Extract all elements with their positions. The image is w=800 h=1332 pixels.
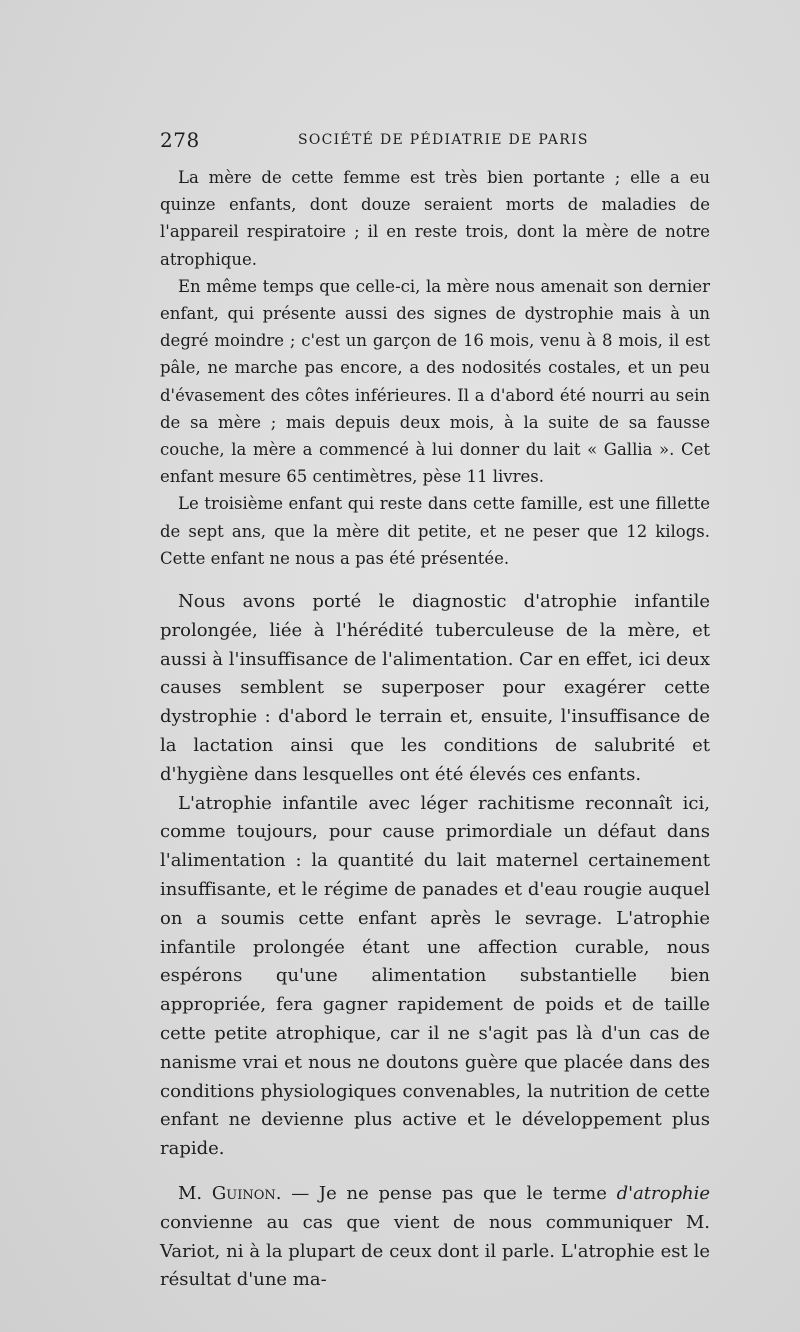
paragraph: En même temps que celle-ci, la mère nous amenait son dernier enfant, qui présente aussi des signes de dystrophie mais à un degré moindre ; c'est un garçon de 16 mois, venu à 8 mois, il est pâle, ne marche pas encore, a des nodosités costales, et un peu d'évasement des côtes inférieures. Il a d'abord été nourri au sein de sa mère ; mais depuis deux mois, à la suite de sa fausse couche, la mère a commencé à lui donner du lait « Gallia ». Cet enfant mesure 65 centimètres, pèse 11 livres. [160,276,710,487]
paragraph: L'atrophie infantile avec léger rachitisme reconnaît ici, comme toujours, pour cause primordiale un défaut dans l'alimentation : la quantité du lait maternel certainement insuffisante, et le régime de panades et d'eau rougie auquel on a soumis cette enfant après le sevrage. L'atrophie infantile prolongée étant une affection curable, nous espérons qu'une alimentation substantielle bien appropriée, fera gagner rapidement de poids et de taille cette petite atrophique, car il ne s'agit pas là d'un cas de nanisme vrai et nous ne doutons guère que placée dans des conditions physiologiques convenables, la nutrition de cette enfant ne devienne plus active et le développement plus rapide. [160,792,710,1160]
paragraph: Le troisième enfant qui reste dans cette famille, est une fillette de sept ans, que la mère dit petite, et ne peser que 12 kilogs. Cette enfant ne nous a pas été présentée. [160,494,710,568]
speaker-name: M. Guinon. [178,1182,282,1204]
paragraph: Nous avons porté le diagnostic d'atrophie infantile prolongée, liée à l'hérédité tuberculeuse de la mère, et aussi à l'insuffisance de l'alimentation. Car en effet, ici deux causes semblent se superposer pour exagérer cette dystrophie : d'abord le terrain et, ensuite, l'insuffisance de la lactation ainsi que les conditions de salubrité et d'hygiène dans lesquelles ont été élevés ces enfants. [160,591,710,785]
paragraph: La mère de cette femme est très bien portante ; elle a eu quinze enfants, dont douze seraient morts de maladies de l'appareil respiratoire ; il en reste trois, dont la mère de notre atrophique. [160,168,710,269]
running-head: SOCIÉTÉ DE PÉDIATRIE DE PARIS [298,132,589,148]
text-segment: convienne au cas que vient de nous communiquer M. Variot, ni à la plupart de ceux dont il parle. L'atrophie est le résultat d'une ma- [160,1211,710,1291]
page-number: 278 [160,128,200,152]
italic-term: d'atrophie [616,1182,710,1204]
text-segment: — Je ne pense pas que le terme [281,1182,617,1204]
page-header [160,128,708,156]
body-text [160,164,710,1295]
paragraph-discussion [160,1180,710,1295]
